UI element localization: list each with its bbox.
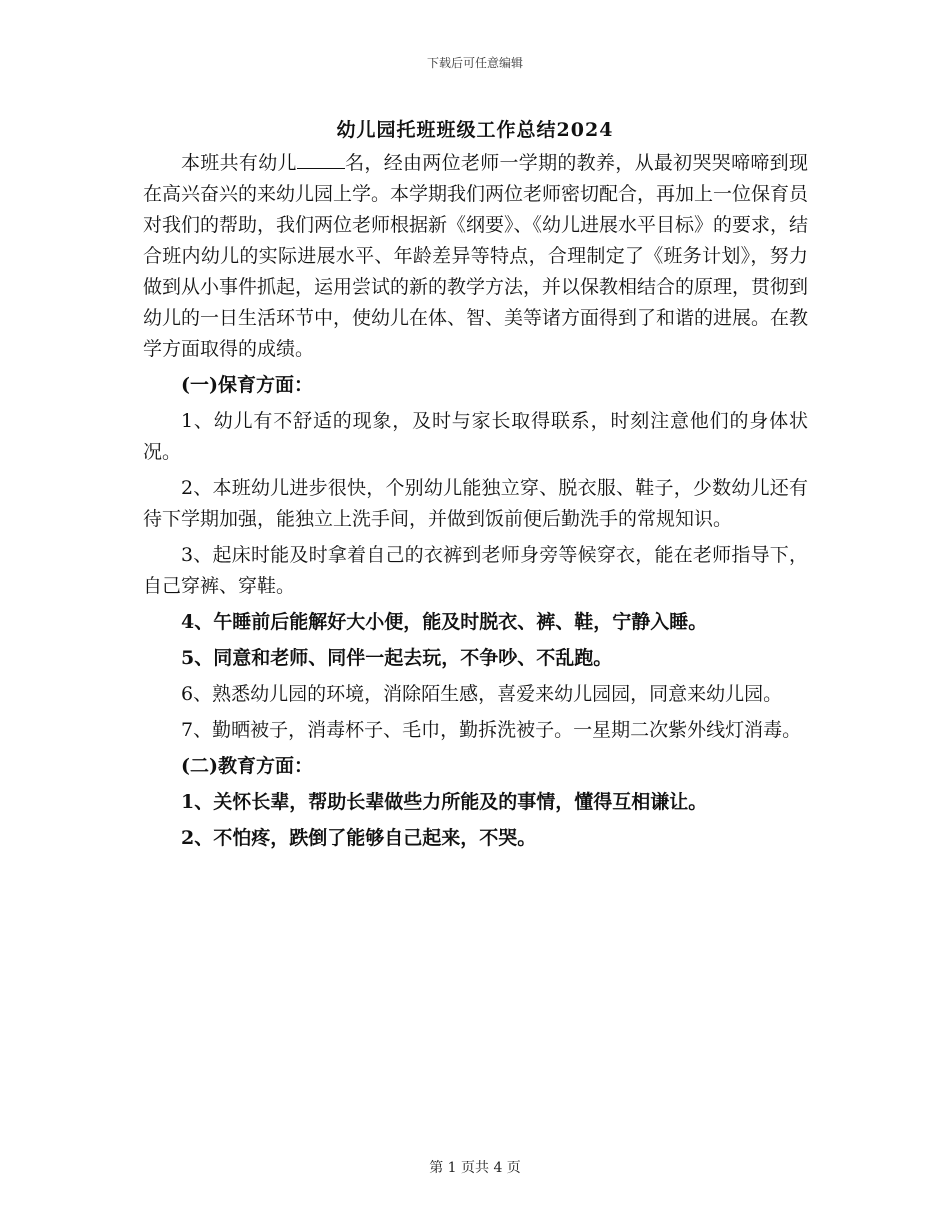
header-note: 下载后可任意编辑 [426, 56, 523, 70]
section-heading-education: (二)教育方面： [181, 755, 313, 777]
document-title: 幼儿园托班班级工作总结2024 [336, 119, 614, 141]
intro-paragraph [143, 148, 808, 365]
document-body [143, 148, 808, 859]
fill-in-blank [297, 148, 345, 169]
section-heading-care: (一)保育方面： [181, 374, 313, 396]
care-item-3: 3、起床时能及时拿着自己的衣裤到老师身旁等候穿衣，能在老师指导下，自己穿裤、穿鞋。 [143, 544, 808, 597]
intro-before-blank: 本班共有幼儿 [181, 152, 297, 174]
care-item-1: 1、幼儿有不舒适的现象，及时与家长取得联系，时刻注意他们的身体状况。 [143, 410, 808, 463]
education-item-2: 2、不怕疼，跌倒了能够自己起来，不哭。 [181, 827, 537, 849]
care-item-7: 7、勤晒被子，消毒杯子、毛巾，勤拆洗被子。一星期二次紫外线灯消毒。 [181, 719, 802, 741]
care-item-4: 4、午睡前后能解好大小便，能及时脱衣、裤、鞋，宁静入睡。 [181, 611, 708, 633]
intro-after-blank: 名，经由两位老师一学期的教养，从最初哭哭啼啼到现在高兴奋兴的来幼儿园上学。本学期我们两位老师密切配合，再加上一位保育员对我们的帮助，我们两位老师根据新《纲要》、《幼儿进展水平目标》的要求，结合班内幼儿的实际进展水平、年龄差异等特点，合理制定了《班务计划》，努力做到从小事件抓起，运用尝试的新的教学方法，并以保教相结合的原理，贯彻到幼儿的一日生活环节中，使幼儿在体、智、美等诸方面得到了和谐的进展。在教学方面取得的成绩。 [143, 152, 809, 360]
page-footer: 第 1 页共 4 页 [429, 1160, 521, 1176]
care-item-2: 2、本班幼儿进步很快，个别幼儿能独立穿、脱衣服、鞋子，少数幼儿还有待下学期加强，能独立上洗手间，并做到饭前便后勤洗手的常规知识。 [143, 477, 808, 530]
care-item-6: 6、熟悉幼儿园的环境，消除陌生感，喜爱来幼儿园园，同意来幼儿园。 [181, 683, 783, 705]
education-item-1: 1、关怀长辈，帮助长辈做些力所能及的事情，懂得互相谦让。 [181, 791, 708, 813]
care-item-5: 5、同意和老师、同伴一起去玩，不争吵、不乱跑。 [181, 647, 613, 669]
